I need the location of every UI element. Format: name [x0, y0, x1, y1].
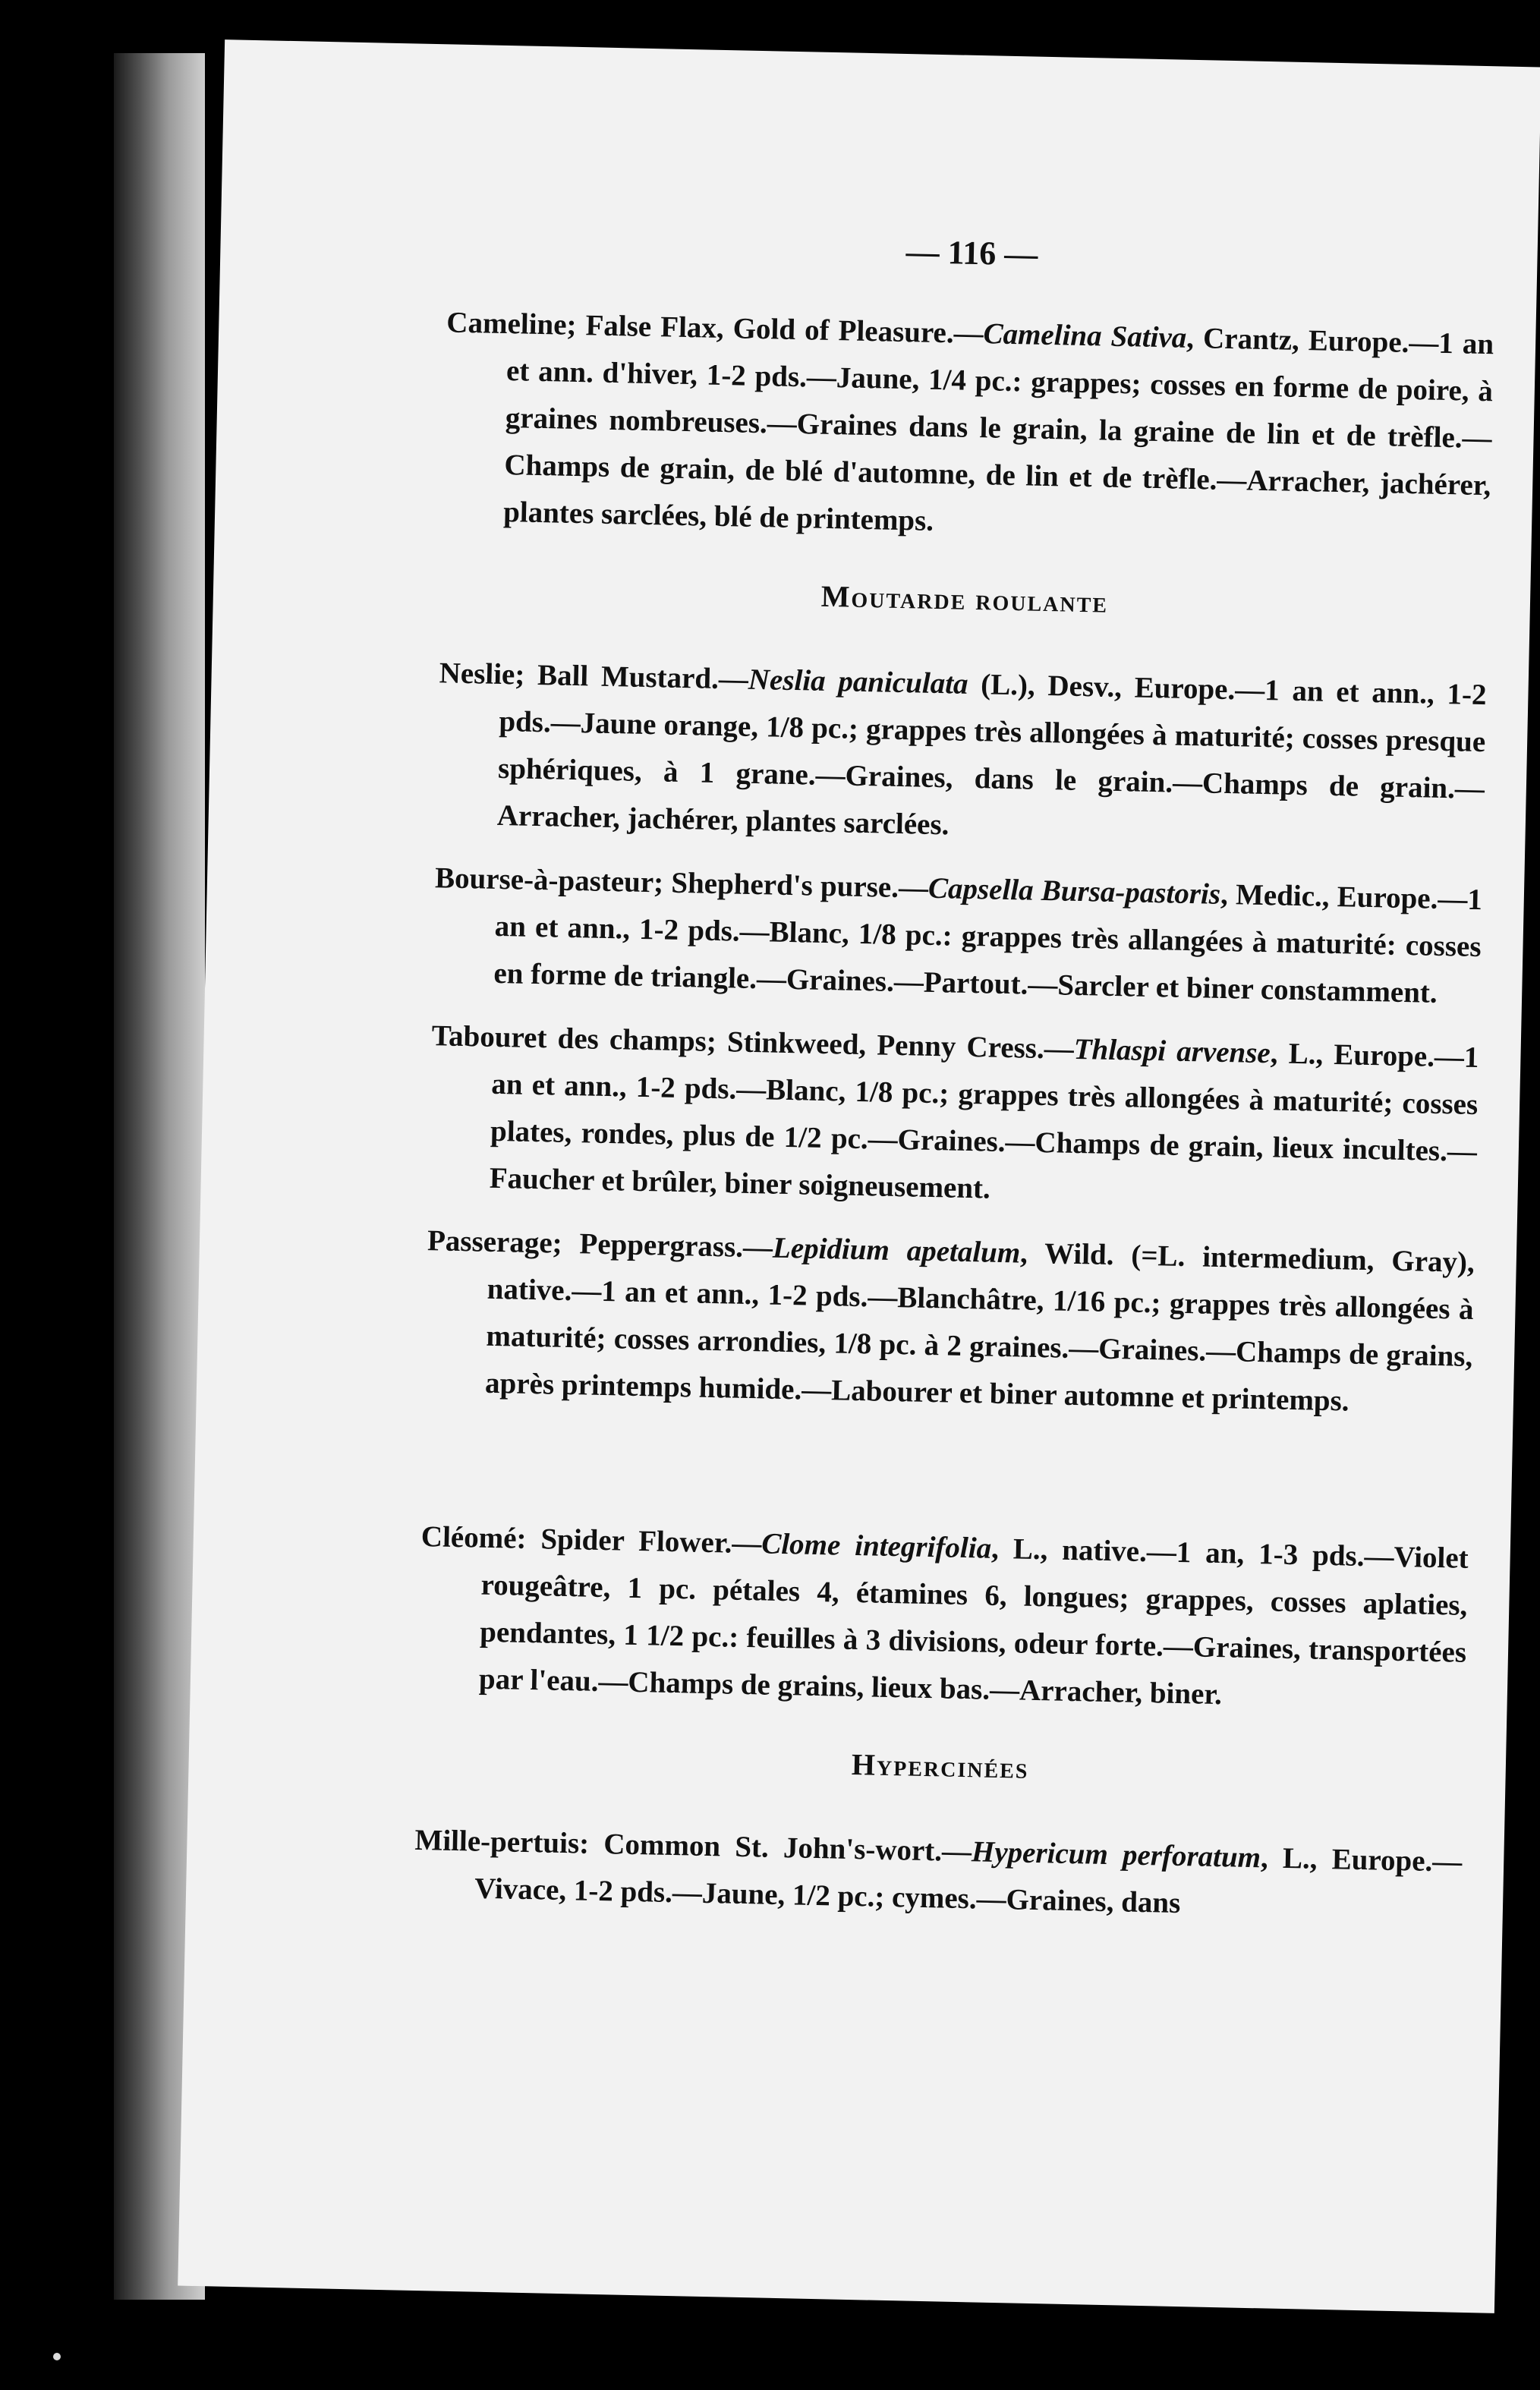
entry-latin: Camelina Sativa [983, 317, 1187, 354]
entry-name: Passerage; Peppergrass.— [427, 1224, 773, 1264]
entry-latin: Clome integrifolia [761, 1527, 992, 1565]
page-content [413, 219, 1496, 1949]
entry-description: , Crantz, Europe.—1 an et ann. d'hiver, 1-2 pds.—Jaune, 1/4 pc.: grappes; cosses en forme de poire, à graines nombreuses.—Graines dans le grain, la graine de lin et de trèfle.—Champs de grain, de blé d'automne, de lin et de trèfle.—Arracher, jachérer, plantes sarclées, blé de printemps. [502, 321, 1494, 537]
entry-description: , L., native.—1 an, 1-3 pds.—Violet rougeâtre, 1 pc. pétales 4, étamines 6, longues; grappes, cosses aplaties, pendantes, 1 1/2 pc.: feuilles à 3 divisions, odeur forte.—Graines, transportées par l'eau.—Champs de grains, lieux bas.—Arracher, biner. [478, 1532, 1469, 1711]
entry-name: Neslie; Ball Mustard.— [439, 657, 749, 696]
entry-description: , Medic., Europe.—1 an et ann., 1-2 pds.—Blanc, 1/8 pc.: grappes très allangées à maturité: cosses en forme de triangle.—Graines.—Partout.—Sarcler et biner constamment. [493, 877, 1483, 1009]
entry-latin: Capsella Bursa-pastoris [927, 871, 1221, 911]
entry-passerage [424, 1217, 1475, 1428]
section-heading-hypercinees: Hypercinées [851, 1746, 1029, 1785]
entry-latin: Hypericum perforatum [971, 1835, 1261, 1875]
entry-mille-pertuis [414, 1817, 1463, 1933]
page-number: — 116 — [905, 233, 1038, 273]
entry-name: Cameline; False Flax, Gold of Pleasure.— [446, 306, 984, 351]
entry-name: Mille-pertuis: Common St. John's-wort.— [414, 1823, 972, 1869]
entry-name: Tabouret des champs; Stinkweed, Penny Cress.— [431, 1019, 1075, 1066]
entry-latin: Lepidium apetalum [772, 1231, 1021, 1270]
entry-description: (L.), Desv., Europe.—1 an et ann., 1-2 pds.—Jaune orange, 1/8 pc.; grappes très allongées à maturité; cosses presque sphériques, à 1 grane.—Graines, dans le grain.—Champs de grain.—Arracher, jachérer, plantes sarclées. [496, 667, 1487, 842]
section-heading-moutarde: Moutarde roulante [820, 578, 1109, 619]
dust-speck [53, 2353, 61, 2360]
entry-name: Cléomé: Spider Flower.— [420, 1520, 762, 1560]
entry-cameline [442, 299, 1494, 556]
book-page [178, 39, 1540, 2313]
entry-bourse-a-pasteur [433, 855, 1483, 1018]
entry-latin: Neslia paniculata [748, 663, 969, 701]
entry-description: , L., Europe.—1 an et ann., 1-2 pds.—Blanc, 1/8 pc.; grappes très allongées à maturité; cosses plates, rondes, plus de 1/2 pc.—Graines.—Champs de grain, lieux incultes.—Faucher et brûler, biner soigneusement. [489, 1037, 1479, 1205]
entry-description: , L., Europe.—Vivace, 1-2 pds.—Jaune, 1/2 pc.; cymes.—Graines, dans [474, 1841, 1463, 1920]
entry-cleome [417, 1513, 1469, 1724]
entry-neslie [436, 650, 1487, 860]
entry-latin: Thlaspi arvense [1073, 1032, 1271, 1070]
entry-description: , Wild. (=L. intermedium, Gray), native.—1 an et ann., 1-2 pds.—Blanchâtre, 1/16 pc.; grappes très allongées à maturité; cosses arrondies, 1/8 pc. à 2 graines.—Graines.—Champs de grains, après printemps humide.—Labourer et biner automne et printemps. [484, 1236, 1475, 1418]
entry-tabouret [428, 1012, 1479, 1223]
entry-name: Bourse-à-pasteur; Shepherd's purse.— [434, 861, 929, 905]
